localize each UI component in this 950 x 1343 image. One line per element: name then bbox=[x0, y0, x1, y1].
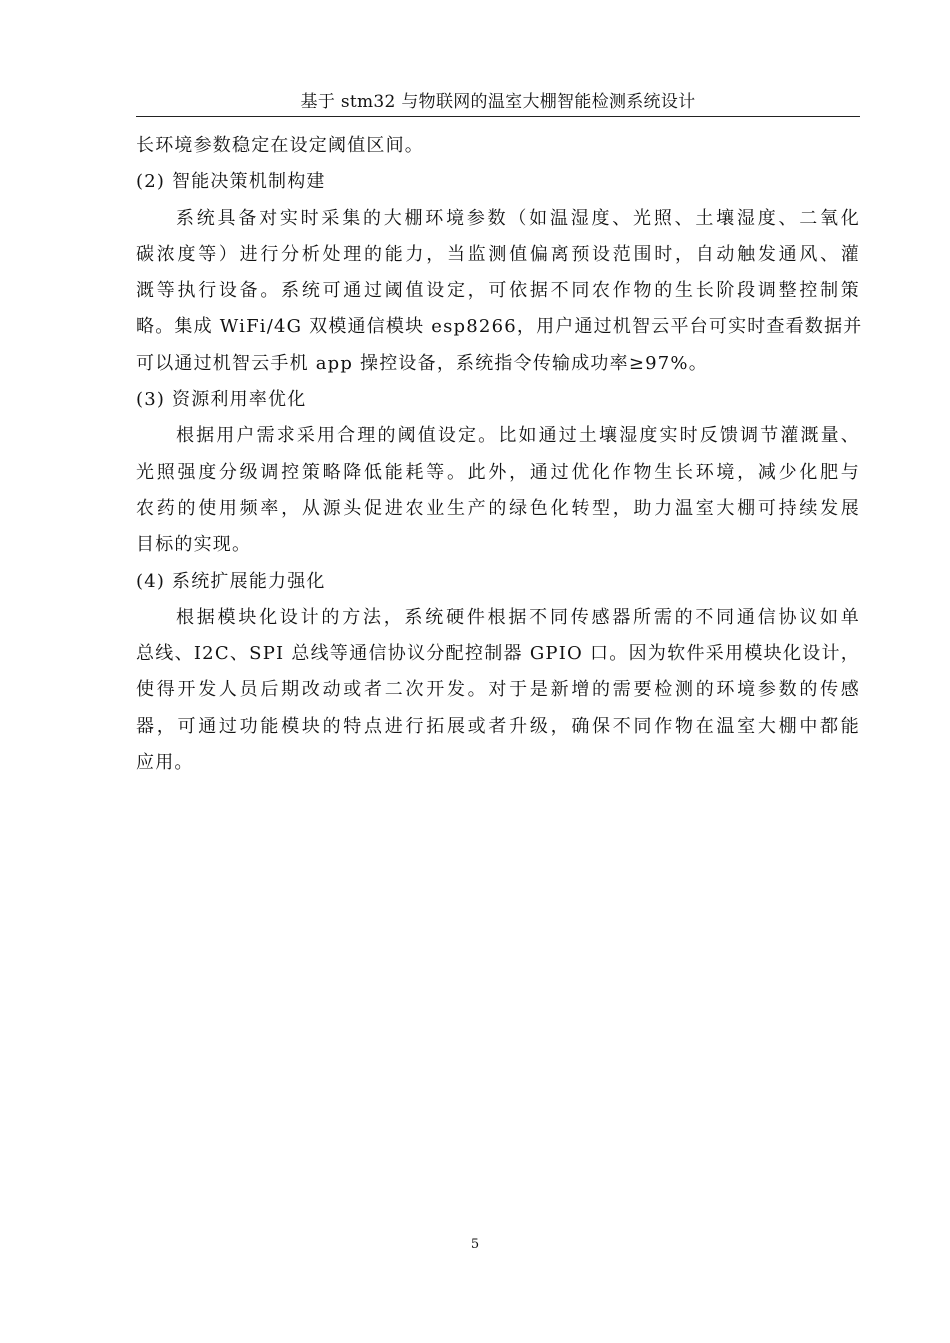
paragraph-4-line-4: 器，可通过功能模块的特点进行拓展或者升级，确保不同作物在温室大棚中都能 bbox=[136, 715, 860, 737]
section-heading-4: (4) 系统扩展能力强化 bbox=[136, 570, 326, 592]
paragraph-3-line-4: 目标的实现。 bbox=[136, 534, 252, 556]
text-line-continuation: 长环境参数稳定在设定阈值区间。 bbox=[136, 135, 424, 156]
paragraph-4-line-2: 总线、I2C、SPI 总线等通信协议分配控制器 GPIO 口。因为软件采用模块化设计， bbox=[136, 643, 860, 665]
paragraph-3-line-1: 根据用户需求采用合理的阈值设定。比如通过土壤湿度实时反馈调节灌溉量、 bbox=[176, 425, 860, 447]
paragraph-4-line-3: 使得开发人员后期改动或者二次开发。对于是新增的需要检测的环境参数的传感 bbox=[136, 679, 860, 701]
paragraph-4-line-1: 根据模块化设计的方法，系统硬件根据不同传感器所需的不同通信协议如单 bbox=[176, 606, 860, 628]
paragraph-4-line-5: 应用。 bbox=[136, 752, 194, 774]
paragraph-2-line-4: 略。集成 WiFi/4G 双模通信模块 esp8266，用户通过机智云平台可实时查看数据并 bbox=[136, 316, 863, 338]
paragraph-2-line-3: 溉等执行设备。系统可通过阈值设定，可依据不同农作物的生长阶段调整控制策 bbox=[136, 280, 860, 302]
page-number: 5 bbox=[470, 1237, 480, 1252]
paragraph-2-line-1: 系统具备对实时采集的大棚环境参数（如温湿度、光照、土壤湿度、二氧化 bbox=[176, 207, 860, 229]
paragraph-2-line-5: 可以通过机智云手机 app 操控设备，系统指令传输成功率≥97%。 bbox=[136, 352, 708, 374]
body-text bbox=[136, 128, 863, 781]
section-heading-2: (2) 智能决策机制构建 bbox=[136, 171, 326, 193]
running-header bbox=[136, 88, 860, 117]
section-heading-3: (3) 资源利用率优化 bbox=[136, 389, 307, 411]
paragraph-2-line-2: 碳浓度等）进行分析处理的能力，当监测值偏离预设范围时，自动触发通风、灌 bbox=[136, 243, 860, 265]
paragraph-3-line-2: 光照强度分级调控策略降低能耗等。此外，通过优化作物生长环境，减少化肥与 bbox=[136, 461, 860, 483]
header-title: 基于 stm32 与物联网的温室大棚智能检测系统设计 bbox=[300, 92, 696, 112]
paragraph-3-line-3: 农药的使用频率，从源头促进农业生产的绿色化转型，助力温室大棚可持续发展 bbox=[136, 497, 860, 519]
